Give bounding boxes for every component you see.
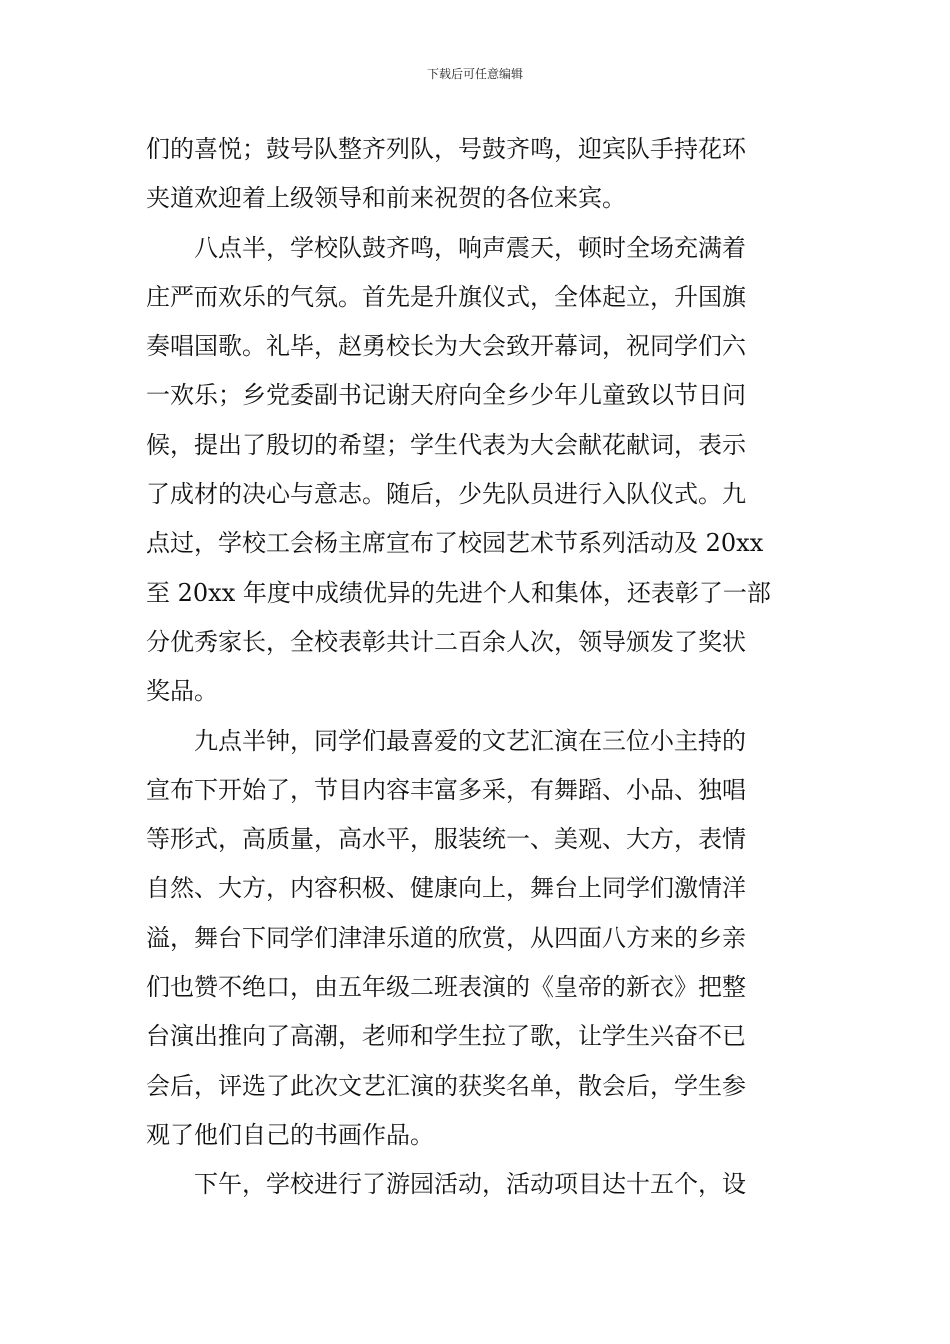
text-line: 夹道欢迎着上级领导和前来祝贺的各位来宾。	[146, 184, 626, 213]
text-line: 观了他们自己的书画作品。	[146, 1120, 434, 1149]
header-note: 下载后可任意编辑	[426, 67, 523, 81]
text-line: 自然、大方，内容积极、健康向上，舞台上同学们激情洋	[146, 874, 746, 903]
text-line: 们的喜悦；鼓号队整齐列队，号鼓齐鸣，迎宾队手持花环	[146, 135, 746, 163]
text-line: 等形式，高质量，高水平，服装统一、美观、大方，表情	[146, 825, 746, 854]
body-text	[146, 125, 810, 1210]
text-line: 一欢乐；乡党委副书记谢天府向全乡少年儿童致以节日问	[146, 381, 746, 410]
text-line: 候，提出了殷切的希望；学生代表为大会献花献词，表示	[146, 430, 746, 459]
text-line: 至 20xx 年度中成绩优异的先进个人和集体，还表彰了一部	[146, 578, 771, 607]
text-line: 溢，舞台下同学们津津乐道的欣赏，从四面八方来的乡亲	[146, 923, 746, 952]
text-line: 八点半，学校队鼓齐鸣，响声震天，顿时全场充满着	[194, 233, 746, 262]
text-line: 宣布下开始了，节目内容丰富多采，有舞蹈、小品、独唱	[146, 775, 746, 804]
text-line: 分优秀家长，全校表彰共计二百余人次，领导颁发了奖状	[146, 627, 746, 656]
text-line: 下午，学校进行了游园活动，活动项目达十五个，设	[194, 1170, 746, 1199]
text-line: 点过，学校工会杨主席宣布了校园艺术节系列活动及 20xx	[146, 529, 764, 558]
text-line: 了成材的决心与意志。随后，少先队员进行入队仪式。九	[146, 480, 746, 509]
text-line: 会后，评选了此次文艺汇演的获奖名单，散会后，学生参	[146, 1071, 746, 1100]
text-line: 庄严而欢乐的气氛。首先是升旗仪式，全体起立，升国旗	[146, 282, 746, 311]
text-line: 台演出推向了高潮，老师和学生拉了歌，让学生兴奋不已	[146, 1022, 746, 1051]
text-line: 九点半钟，同学们最喜爱的文艺汇演在三位小主持的	[194, 726, 746, 755]
text-line: 奖品。	[146, 677, 218, 706]
text-line: 奏唱国歌。礼毕，赵勇校长为大会致开幕词，祝同学们六	[146, 332, 746, 361]
text-line: 们也赞不绝口，由五年级二班表演的《皇帝的新衣》把整	[146, 973, 746, 1002]
